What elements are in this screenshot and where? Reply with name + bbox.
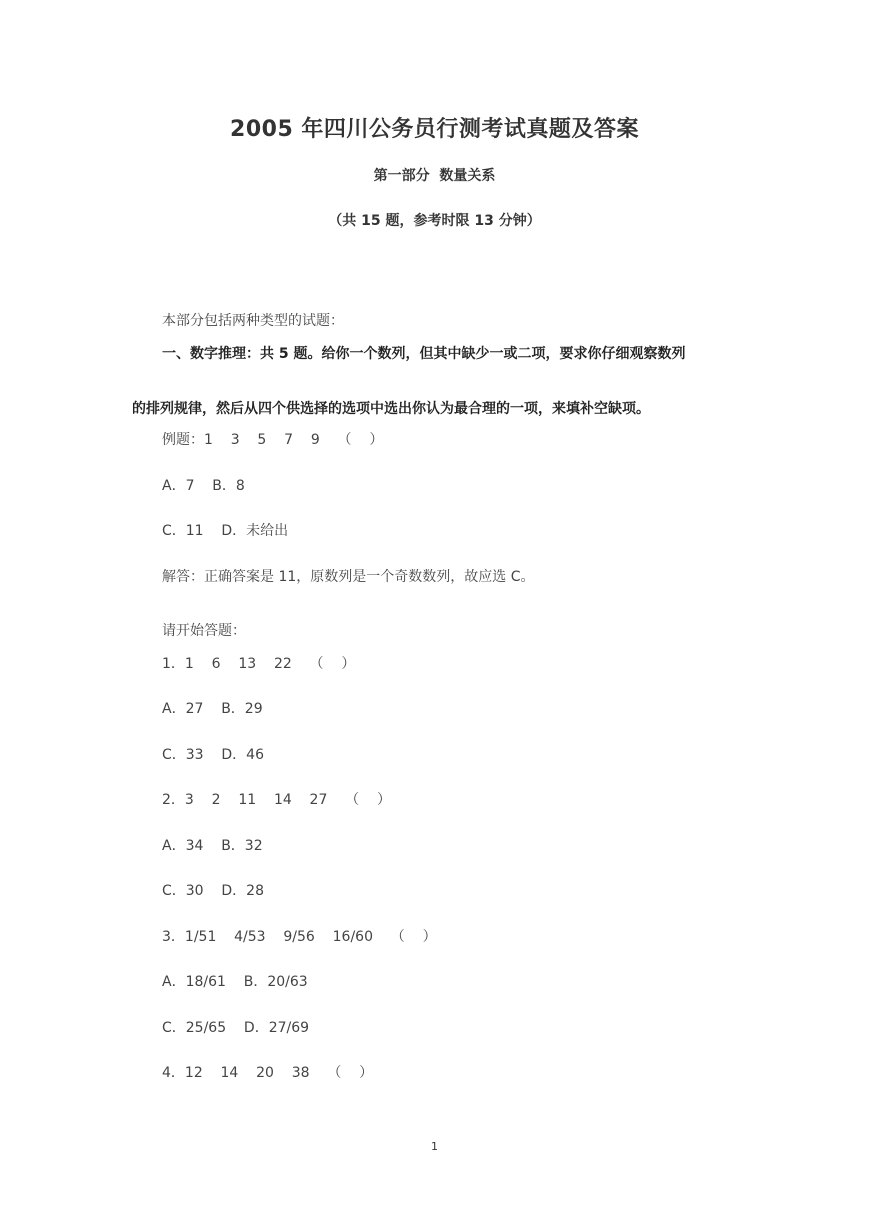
intro-text: 本部分包括两种类型的试题： [162, 313, 344, 329]
question-2-options-cd: C．30 D．28 [162, 883, 264, 899]
section1-line1: 一、数字推理：共 5 题。给你一个数列，但其中缺少一或二项，要求你仔细观察数列 [162, 346, 686, 362]
example-options-cd: C．11 D．未给出 [162, 523, 289, 539]
question-1-options-ab: A．27 B．29 [162, 701, 263, 717]
question-2-options-ab: A．34 B．32 [162, 838, 263, 854]
part-title: 第一部分 数量关系 [373, 168, 496, 184]
question-4: 4．12 14 20 38 （ ） [162, 1065, 374, 1081]
question-2: 2．3 2 11 14 27 （ ） [162, 792, 391, 808]
part-info: （共 15 题，参考时限 13 分钟） [328, 213, 541, 229]
question-1: 1．1 6 13 22 （ ） [162, 656, 356, 672]
example-options-ab: A．7 B．8 [162, 478, 245, 494]
page-number: 1 [431, 1140, 438, 1153]
question-1-options-cd: C．33 D．46 [162, 747, 264, 763]
start-prompt: 请开始答题： [162, 623, 246, 639]
example-answer: 解答：正确答案是 11，原数列是一个奇数数列，故应选 C。 [162, 569, 535, 585]
question-3: 3．1/51 4/53 9/56 16/60 （ ） [162, 929, 437, 945]
question-3-options-cd: C．25/65 D．27/69 [162, 1020, 310, 1036]
document-title: 2005 年四川公务员行测考试真题及答案 [230, 117, 639, 142]
section1-line2: 的排列规律，然后从四个供选择的选项中选出你认为最合理的一项，来填补空缺项。 [132, 401, 650, 417]
example-question: 例题：1 3 5 7 9 （ ） [162, 432, 384, 448]
question-3-options-ab: A．18/61 B．20/63 [162, 974, 308, 990]
